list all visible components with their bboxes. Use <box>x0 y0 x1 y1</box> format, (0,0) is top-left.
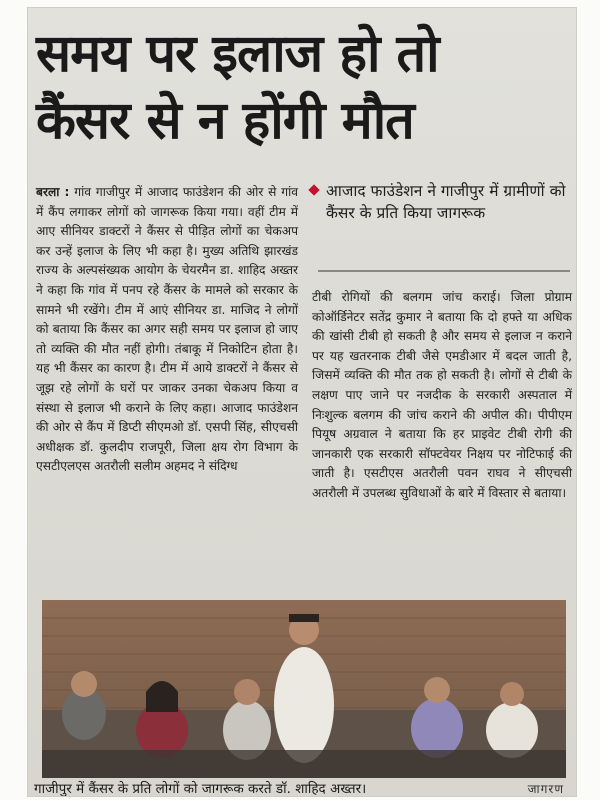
newspaper-clipping <box>28 8 576 796</box>
headline-line-1: समय पर इलाज हो तो <box>36 24 439 84</box>
caption-text: गाजीपुर में कैंसर के प्रति लोगों को जागरूक करते डॉ. शाहिद अख्तर। <box>34 781 367 796</box>
divider-rule <box>318 270 570 272</box>
subheadline-text: आजाद फाउंडेशन ने गाजीपुर में ग्रामीणों को कैंसर के प्रति किया जागरूक <box>326 182 566 222</box>
photo-illustration <box>42 600 566 778</box>
right-column-text: टीबी रोगियों की बलगम जांच कराई। जिला प्रोग्राम कोऑर्डिनेटर सतेंद्र कुमार ने बताया कि दो हफ्ते या अधिक की खांसी टीबी हो सकती है और समय से इलाज न कराने पर यह खतरनाक टीबी जैसे एमडीआर में बदल जाती है, जिसमें व्यक्ति की मौत तक हो सकती है। लोगों से टीबी के लक्षण पाए जाने पर नजदीक के सरकारी अस्पताल में निःशुल्क बलगम की जांच कराने की अपील की। पीपीएम पियूष अग्रवाल ने बताया कि हर प्राइवेट टीबी रोगी की जानकारी एक सरकारी सॉफ्टवेयर निक्षय पर नोटिफाई की जाती है। एसटीएस अतरौली पवन राघव ने सीएचसी अतरौली में उपलब्ध सुविधाओं के बारे में विस्तार से बताया। <box>312 290 572 500</box>
article-left-column <box>36 183 298 477</box>
photo-caption <box>34 780 570 796</box>
left-column-text: गांव गाजीपुर में आजाद फाउंडेशन की ओर से गांव में कैंप लगाकर लोगों को जागरूक किया गया। वहीं टीम में आए सीनियर डाक्टरों ने कैंसर से पीड़ित लोगों का चेकअप कर उन्हें इलाज के लिए भी कहा है। मुख्य अतिथि झारखंड राज्य के अल्पसंख्यक आयोग के चेयरमैन डा. शाहिद अख्तर ने कहा कि गांव में पनप रहे कैंसर के मामले को सरकार के सामने भी रखेंगे। टीम में आएं सीनियर डा. माजिद ने लोगों को बताया कि कैंसर का अगर सही समय पर इलाज हो जाए तो व्यक्ति की मौत नहीं होगी। तंबाकू में निकोटिन होता है। यह भी कैंसर का कारण है। टीम में आये डाक्टरों ने कैंसर से जूझ रहे लोगों के घरों पर जाकर उनका चेकअप किया व संस्था से इलाज भी कराने के लिए कहा। आजाद फाउंडेशन की ओर से कैंप में डिप्टी सीएमओ डॉ. एसपी सिंह, सीएचसी अधीक्षक डॉ. कुलदीप राजपूरी, जिला क्षय रोग विभाग के एसटीएलएस अतरौली सलीम अहमद ने संदिग्ध <box>36 185 298 474</box>
headline-line-2: कैंसर से न होंगी मौत <box>36 91 414 152</box>
subheadline <box>312 180 570 224</box>
photo-source: जागरण <box>527 782 564 796</box>
dateline: बरला : <box>36 185 70 199</box>
news-photo <box>42 600 566 778</box>
article-right-column <box>312 288 572 504</box>
headline <box>36 24 568 153</box>
